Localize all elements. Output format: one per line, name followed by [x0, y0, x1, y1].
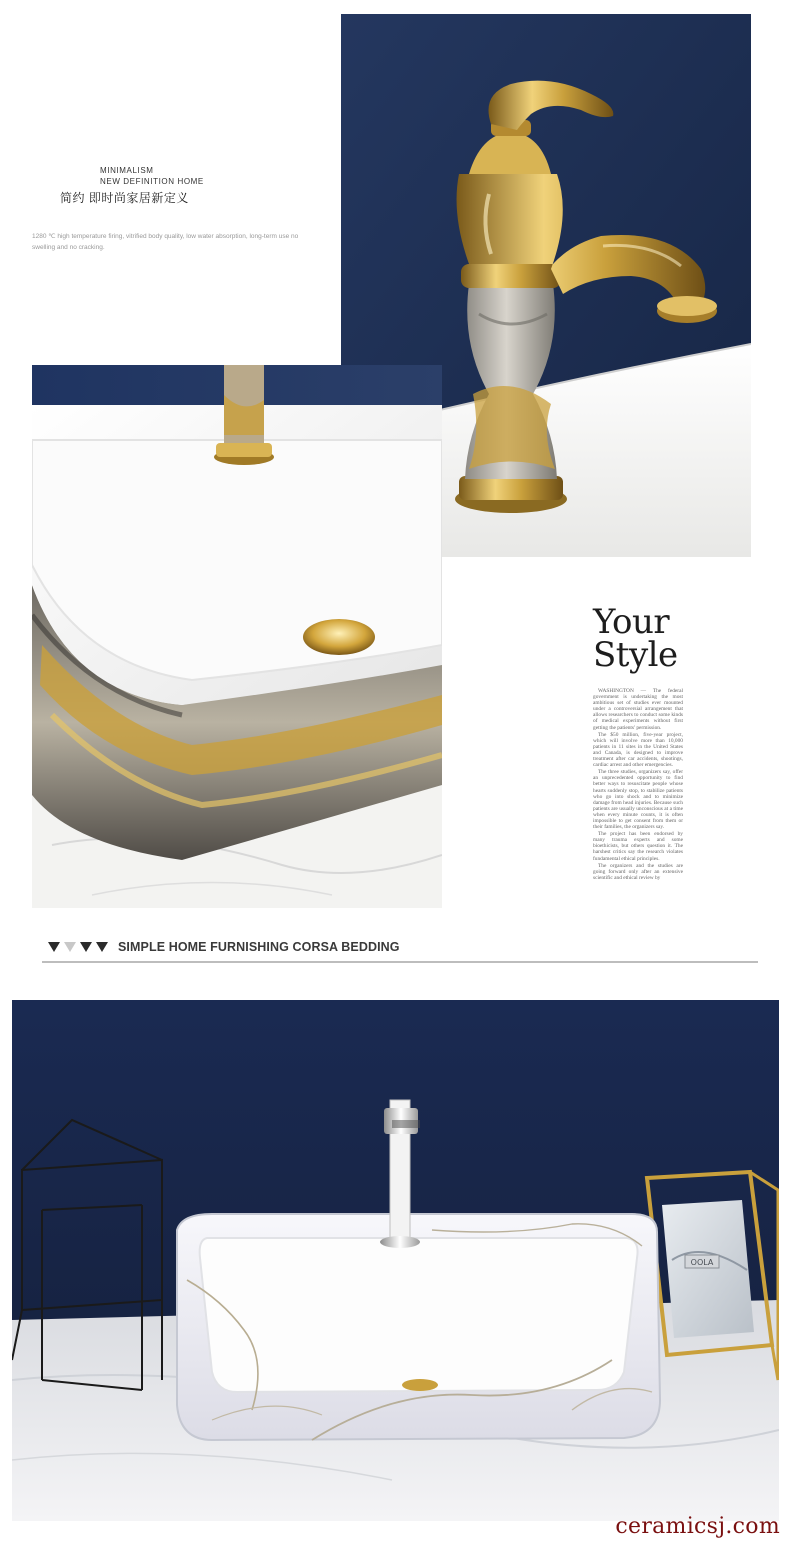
triangle-icon	[64, 942, 76, 952]
intro-description: 1280 ℃ high temperature firing, vitrified body quality, low water absorption, long-term use no swelling and no cracking.	[32, 233, 299, 251]
triangle-icon	[80, 942, 92, 952]
intro-english-line-2: NEW DEFINITION HOME	[100, 177, 204, 186]
your-style-title	[593, 602, 678, 675]
watermark-text: ceramicsj.com	[615, 1514, 780, 1539]
photo-frame-label: OOLA	[690, 1258, 714, 1267]
section-heading	[42, 932, 758, 968]
style-paragraph: WASHINGTON — The federal government is undertaking the most ambitious set of studies ever mounted under a controversial arrangement that allows researchers to conduct some kinds of medical experiments without first getting the patients' permission.	[593, 688, 683, 731]
style-paragraph: The three studies, organizers say, offer an unprecedented opportunity to find better ways to resuscitate people whose hearts suddenly stop, to stabilize patients who go into shock and to minimize damage from head injuries. Because such patients are usually unconscious at a time when every minute counts, it is often impossible to get consent from them or their families, the organizers say.	[593, 769, 683, 831]
style-paragraph: The $50 million, five-year project, which will involve more than 10,000 patients in 11 sites in the United States and Canada, is designed to improve treatment after car accidents, shootings, cardiac arrest and other emergencies.	[593, 731, 683, 769]
marble-basin-illustration	[12, 1000, 779, 1521]
triangle-icon	[96, 942, 108, 952]
your-style-title-line-2: Style	[593, 635, 678, 675]
basin-edge-photo	[32, 365, 442, 908]
style-paragraph: The organizers and the studies are going forward only after an extensive scientific and ethical review by	[593, 862, 683, 881]
basin-edge-illustration	[32, 365, 442, 908]
style-paragraph: The project has been endorsed by many trauma experts and some bioethicists, but others question it. The harshest critics say the research violates fundamental ethical principles.	[593, 831, 683, 862]
marble-basin-photo	[12, 1000, 779, 1521]
section-heading-divider	[42, 961, 758, 963]
intro-english-line-1: MINIMALISM	[100, 166, 154, 175]
your-style-title-line-1: Your	[593, 602, 670, 642]
your-style-body-text	[593, 688, 683, 882]
section-heading-text: SIMPLE HOME FURNISHING CORSA BEDDING	[118, 940, 400, 954]
triangle-icon	[48, 942, 60, 952]
intro-chinese-title: 简约 即时尚家居新定义	[60, 191, 189, 205]
